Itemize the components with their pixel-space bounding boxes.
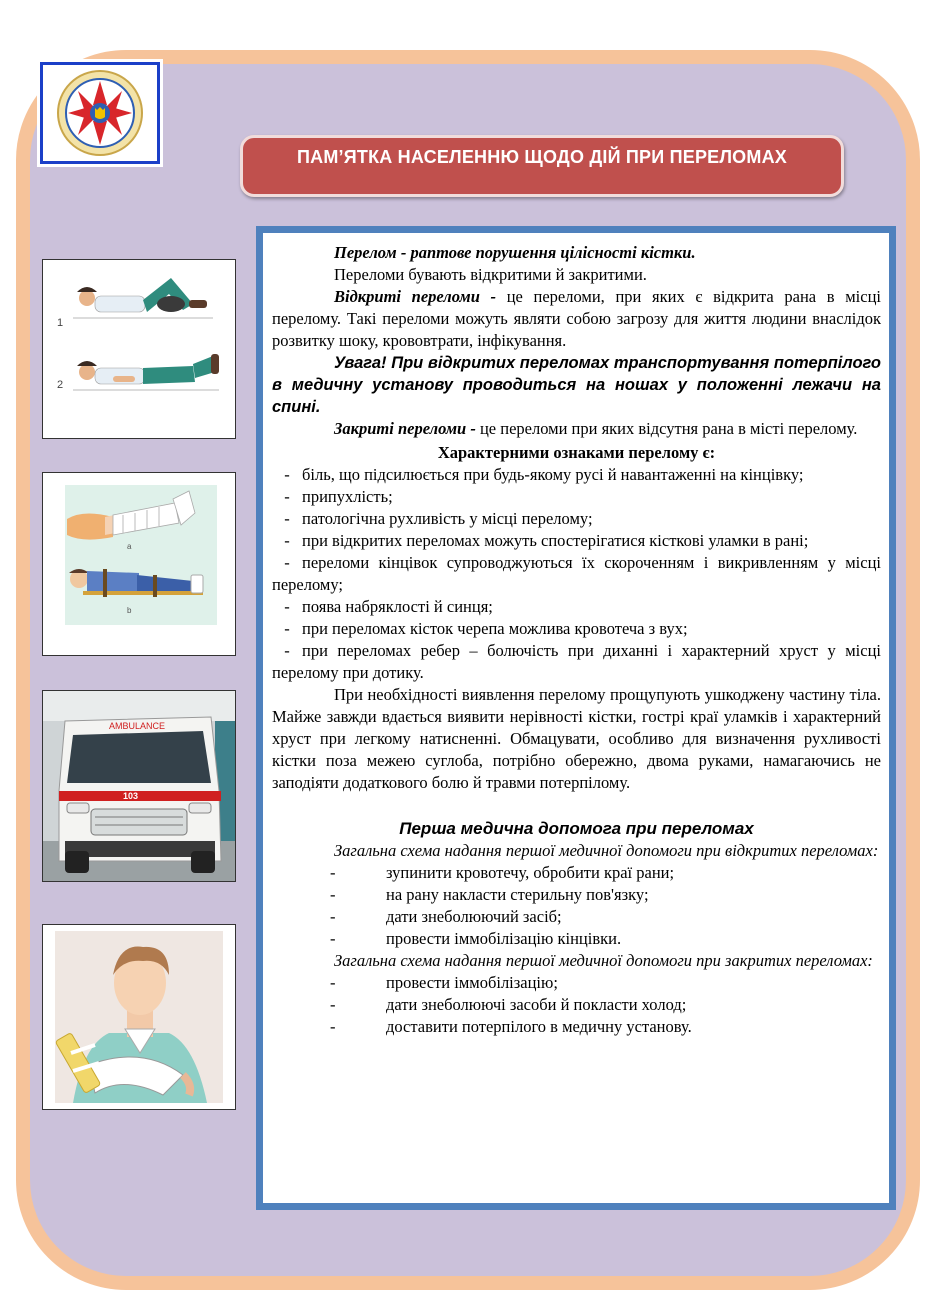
- sign-item: - біль, що підсилюється при будь-якому русі й навантаженні на кінцівку;: [284, 465, 804, 484]
- ambulance-sign: AMBULANCE: [109, 721, 166, 731]
- closed-fractures-term: Закриті переломи -: [334, 419, 476, 438]
- content-box: [256, 226, 896, 1210]
- ambulance-photo: [42, 690, 236, 882]
- sign-item: - патологічна рухливість у місці перелому;: [284, 509, 593, 528]
- closed-scheme-text: Загальна схема надання першої медичної допомоги при закритих переломах:: [334, 951, 873, 970]
- label-1: 1: [57, 317, 64, 329]
- open-step-item: - зупинити кровотечу, обробити краї рани;: [330, 863, 675, 882]
- label-2: 2: [57, 379, 64, 391]
- closed-fractures-text: це переломи при яких відсутня рана в місті перелому.: [475, 419, 858, 438]
- signs-heading: Характерними ознаками перелому є:: [437, 443, 716, 462]
- sign-item: - поява набряклості й синця;: [284, 597, 493, 616]
- sign-item: - переломи кінцівок супроводжуються їх скороченням і викривленням у місці перелому;: [272, 553, 881, 594]
- ambulance-van: [59, 717, 221, 873]
- open-step-item: - дати знеболюючий засіб;: [330, 907, 562, 926]
- first-aid-heading: Перша медична допомога при переломах: [399, 819, 754, 838]
- arm-sling-illustration: [42, 924, 236, 1110]
- open-steps-list: [272, 862, 881, 950]
- open-step-item: - провести іммобілізацію кінцівки.: [330, 929, 622, 948]
- sign-item: - припухлість;: [284, 487, 393, 506]
- closed-step-item: - доставити потерпілого в медичну установу.: [330, 1017, 692, 1036]
- definition: Перелом - раптове порушення цілісності кістки.: [334, 243, 696, 262]
- label-b: b: [127, 606, 132, 615]
- closed-steps-list: [272, 972, 881, 1038]
- civil-protection-emblem: [40, 62, 160, 164]
- closed-fractures-paragraph: [272, 418, 881, 440]
- open-fractures-paragraph: [272, 286, 881, 352]
- sign-item: - при переломах ребер – болючість при диханні і характерний хруст у місці перелому при дотику.: [272, 641, 881, 682]
- detection-paragraph: При необхідності виявлення перелому прощупують ушкоджену частину тіла. Майже завжди вдається виявити нерівності кістки, гострі краї уламків і характерний хруст при легкому натисненні. Обмацувати, особливо для визначення рухливості кістки поза межею суглоба, потрібно обережно, двома руками, намагаючись не заподіяти додаткового болю й травми потерпілому.: [272, 685, 881, 792]
- page-title: ПАМ’ЯТКА НАСЕЛЕННЮ ЩОДО ДІЙ ПРИ ПЕРЕЛОМАХ: [297, 147, 787, 167]
- sign-item: - при переломах кісток черепа можлива кровотеча з вух;: [284, 619, 688, 638]
- closed-step-item: - провести іммобілізацію;: [330, 973, 558, 992]
- person-lying-flat: [73, 354, 219, 390]
- fracture-types: Переломи бувають відкритими й закритими.: [334, 265, 647, 284]
- title-banner: [240, 135, 844, 197]
- label-a: a: [127, 542, 132, 551]
- signs-list: [272, 464, 881, 684]
- open-step-item: - на рану накласти стерильну пов'язку;: [330, 885, 649, 904]
- splint-illustration: [42, 472, 236, 656]
- open-fractures-text: це переломи, при яких є відкрита рана в місці перелому. Такі переломи можуть являти собою загрозу для життя людини внаслідок розвитку шоку, крововтрати, інфікування.: [272, 287, 881, 350]
- person-lying-knees-bent: [73, 278, 213, 318]
- open-fractures-term: Відкриті переломи -: [334, 287, 497, 306]
- closed-step-item: - дати знеболюючі засоби й покласти холод;: [330, 995, 687, 1014]
- warning-text: Увага! При відкритих переломах транспортування потерпілого в медичну установу проводиться на ношах у положенні лежачи на спині.: [272, 354, 881, 416]
- lying-position-illustration: [42, 259, 236, 439]
- sign-item: - при відкритих переломах можуть спостерігатися кісткові уламки в рані;: [284, 531, 809, 550]
- ambulance-number: 103: [123, 791, 139, 801]
- open-scheme-text: Загальна схема надання першої медичної допомоги при відкритих переломах:: [334, 841, 879, 860]
